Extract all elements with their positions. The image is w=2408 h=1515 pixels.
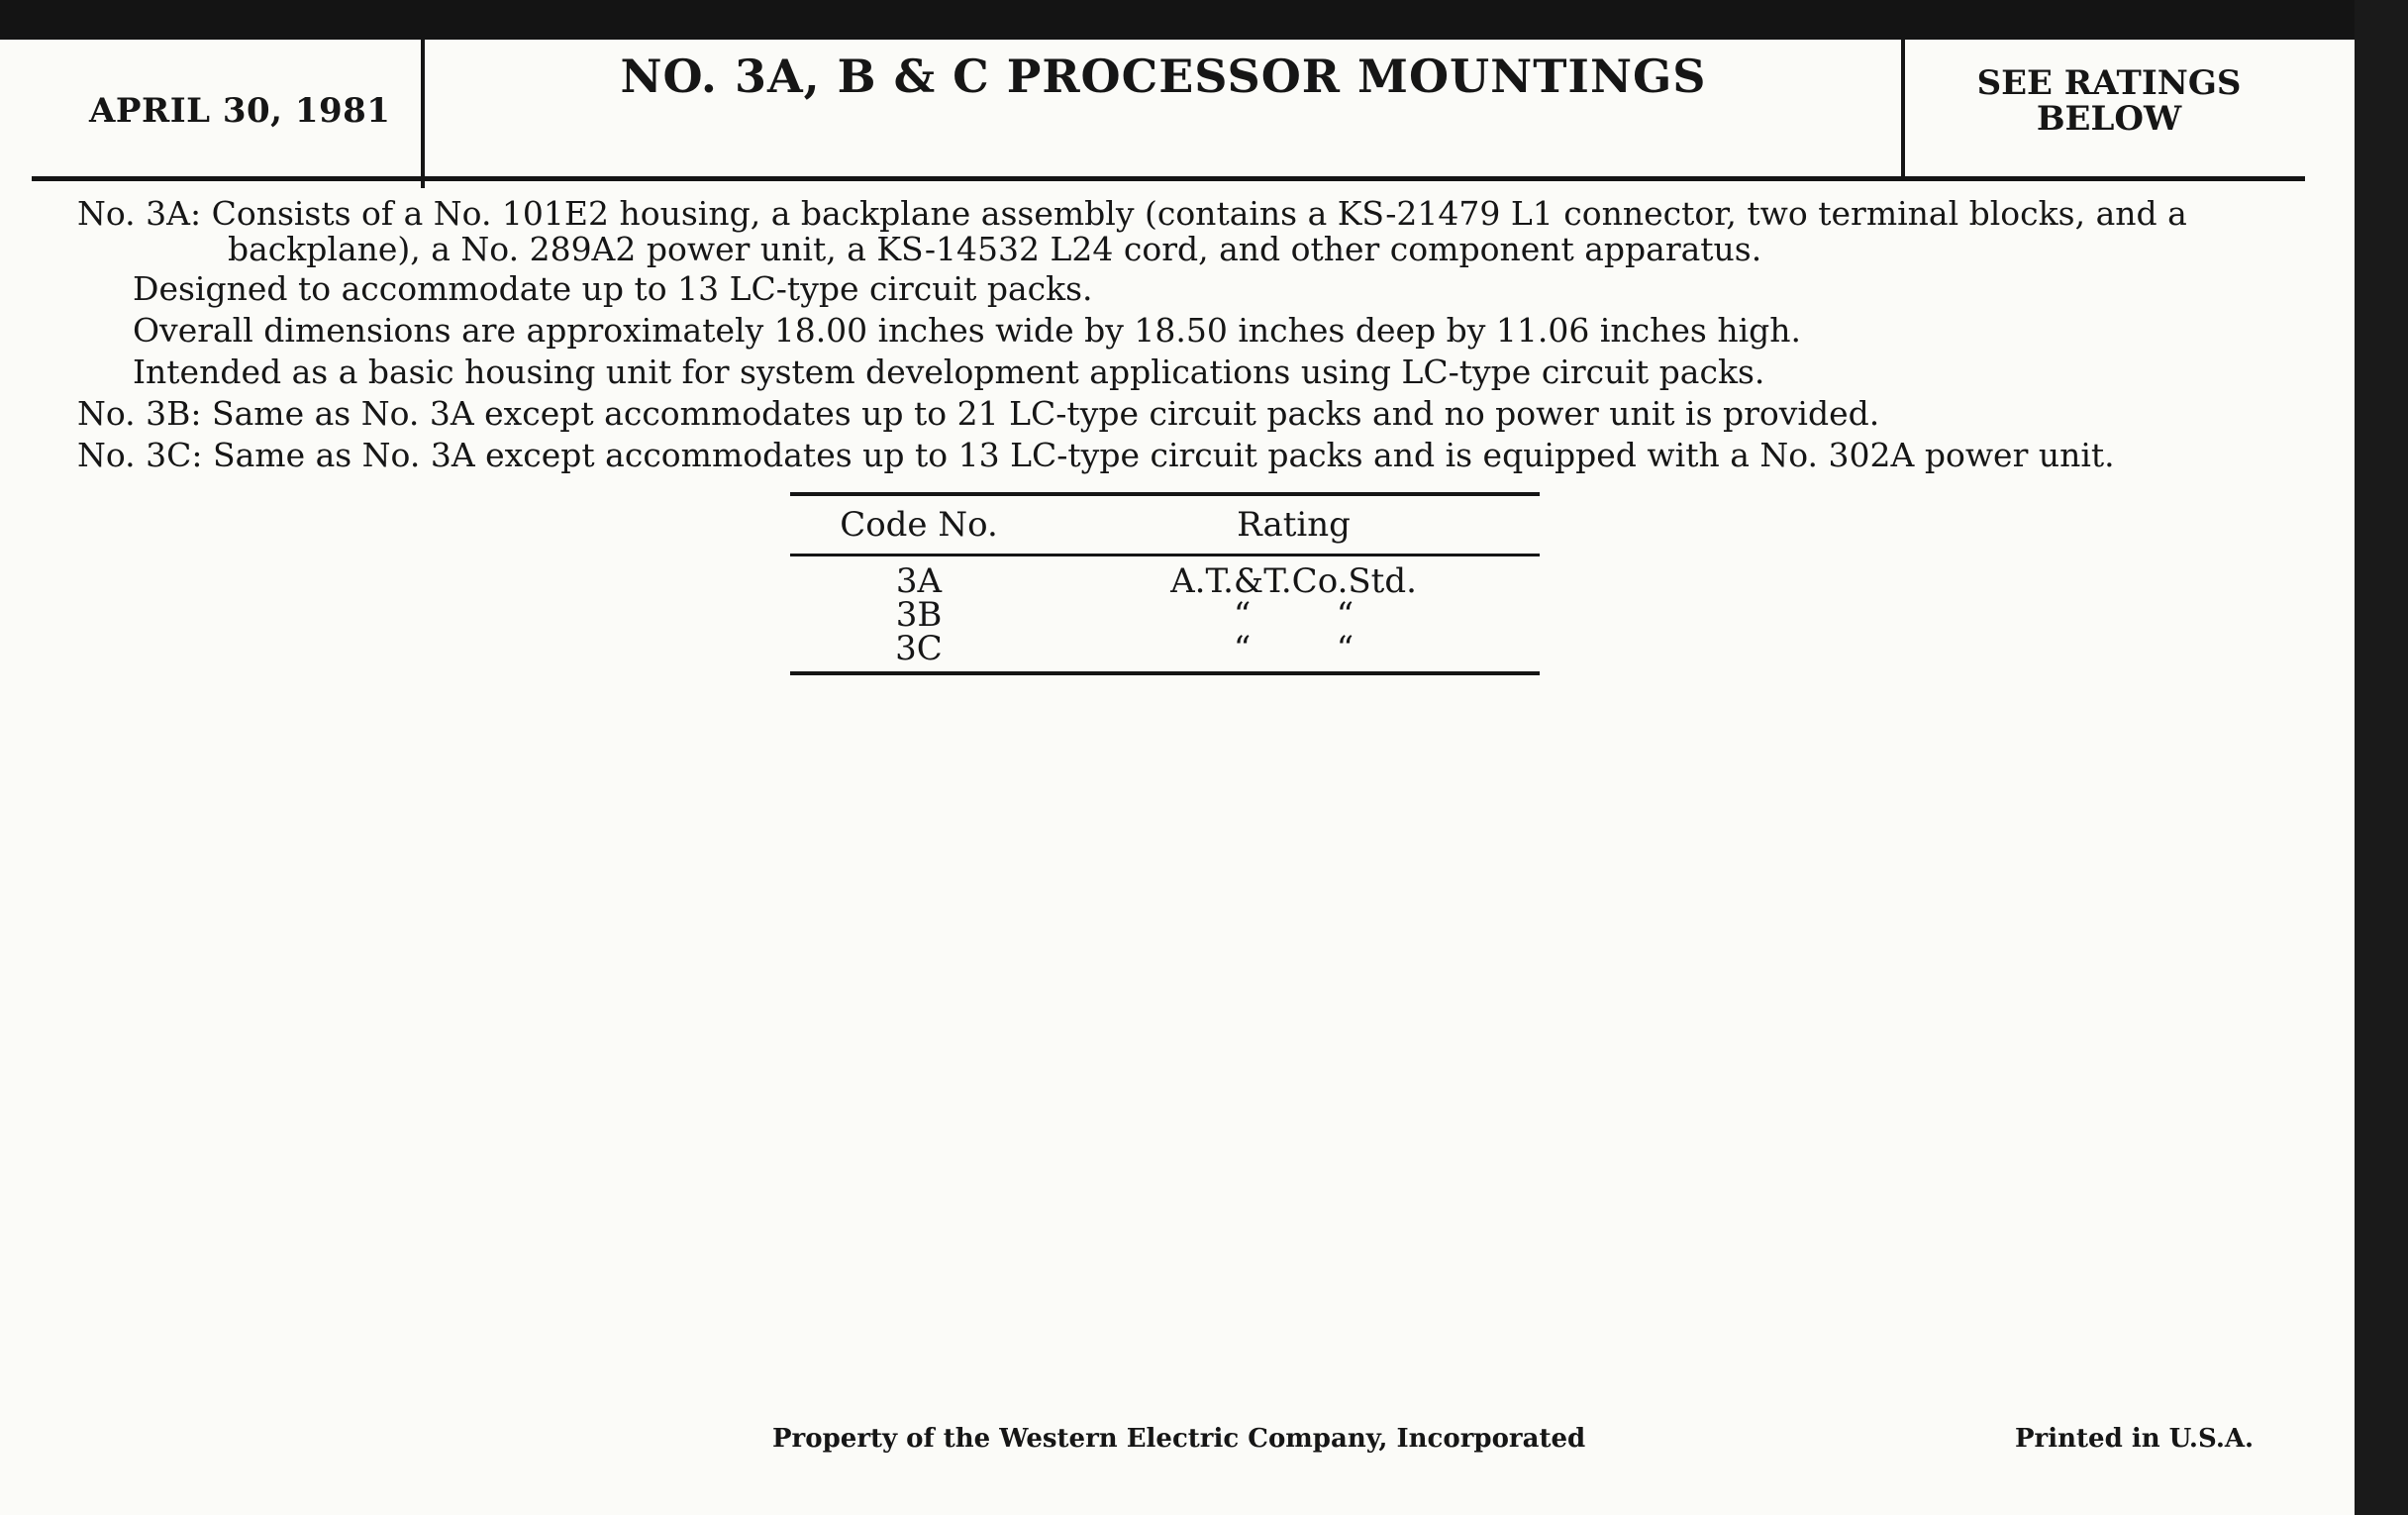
header-rating: Rating	[1237, 505, 1351, 545]
scan-edge	[2355, 0, 2408, 1515]
description-body	[77, 196, 2295, 475]
table-row	[790, 595, 1540, 635]
header-divider-left	[421, 40, 425, 188]
paragraph-3c: No. 3C: Same as No. 3A except accommodates up to 13 LC-type circuit packs and is equipped with a No. 302A power unit.	[77, 436, 2115, 474]
table-header-row	[790, 496, 1540, 554]
header-code-no: Code No.	[840, 505, 998, 545]
paragraph-3b: No. 3B: Same as No. 3A except accommodates up to 21 LC-type circuit packs and no power unit is provided.	[77, 394, 1880, 433]
ratings-table	[790, 492, 1540, 675]
table-row	[790, 561, 1540, 601]
header-rule	[32, 176, 2305, 181]
table-bottom-rule	[790, 671, 1540, 675]
rating-cell: A.T.&T.Co.Std.	[1170, 561, 1417, 601]
paragraph-dimensions: Overall dimensions are approximately 18.00 inches wide by 18.50 inches deep by 11.06 inches high.	[133, 311, 1802, 350]
paragraph-purpose: Intended as a basic housing unit for system development applications using LC-type circuit packs.	[133, 353, 1765, 391]
document-title: NO. 3A, B & C PROCESSOR MOUNTINGS	[620, 50, 1707, 103]
rating-note	[1906, 65, 2312, 137]
rating-note-line1: SEE RATINGS	[1976, 63, 2242, 103]
document-date: APRIL 30, 1981	[89, 91, 391, 131]
code-cell: 3C	[895, 629, 943, 668]
paragraph-3a: No. 3A: Consists of a No. 101E2 housing, a backplane assembly (contains a KS-21479 L1 connector, two terminal blocks, and a backplane), a No. 289A2 power unit, a KS-14532 L24 cord, and other component apparatus.	[77, 194, 2187, 268]
rating-cell: “ “	[1233, 629, 1354, 668]
document-card	[0, 40, 2355, 1515]
code-cell: 3B	[895, 595, 943, 635]
rating-note-line2: BELOW	[2036, 99, 2182, 139]
footer-printed: Printed in U.S.A.	[2015, 1424, 2255, 1454]
footer-property: Property of the Western Electric Company, Incorporated	[772, 1424, 1586, 1454]
table-body	[790, 556, 1540, 671]
table-row	[790, 629, 1540, 668]
rating-cell: “ “	[1233, 595, 1354, 635]
header-divider-right	[1901, 40, 1905, 178]
code-cell: 3A	[895, 561, 943, 601]
paragraph-capacity: Designed to accommodate up to 13 LC-type circuit packs.	[133, 269, 1093, 308]
